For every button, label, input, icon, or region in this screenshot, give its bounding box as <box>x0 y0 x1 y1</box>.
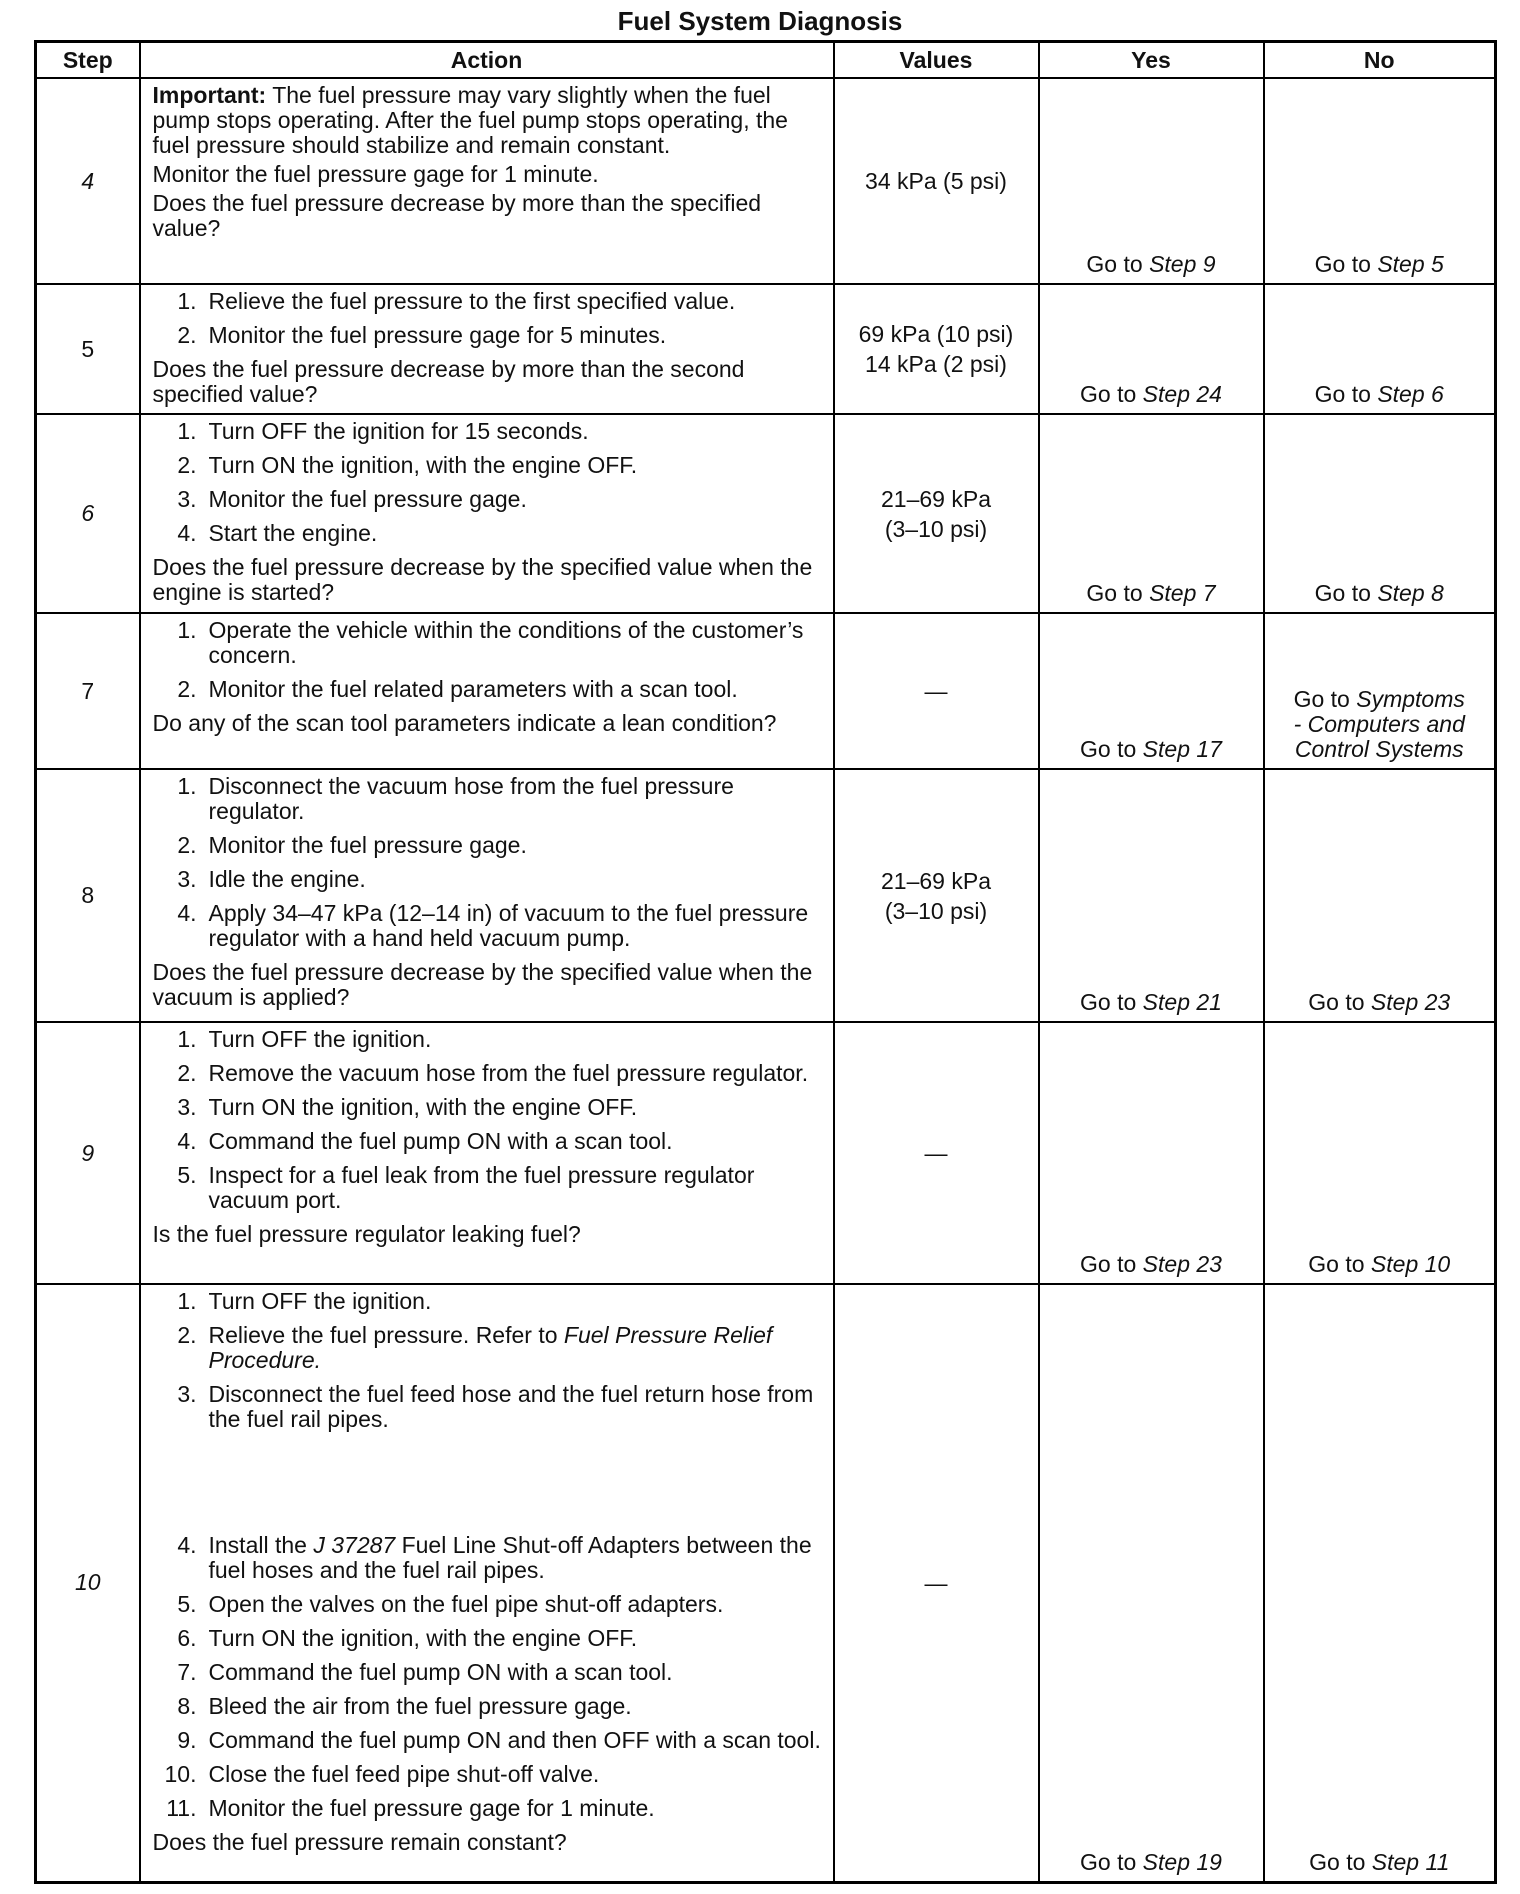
list-item: 2. Monitor the fuel related parameters with a scan tool. <box>177 676 738 702</box>
list-item: 2. Turn ON the ignition, with the engine OFF. <box>177 452 638 478</box>
list-item: 4. Install the J 37287 Fuel Line Shut-off Adapters between the fuel hoses and the fuel rail pipes. <box>177 1532 812 1583</box>
list-item: 9. Command the fuel pump ON and then OFF with a scan tool. <box>177 1727 821 1753</box>
table-row-step-6 <box>36 414 1496 613</box>
header-values: Values <box>834 42 1039 79</box>
yes-cell: Go to Step 23 <box>1039 1022 1264 1284</box>
header-row <box>36 42 1496 79</box>
question-text: Does the fuel pressure decrease by the specified value when the vacuum is applied? <box>152 959 813 1010</box>
values-cell: 69 kPa (10 psi) 14 kPa (2 psi) <box>834 284 1039 414</box>
step-number: 8 <box>36 769 140 1022</box>
header-no: No <box>1264 42 1496 79</box>
action-text: Monitor the fuel pressure gage for 1 minute. <box>152 161 599 187</box>
action-cell <box>140 769 834 1022</box>
header-action: Action <box>140 42 834 79</box>
no-cell: Go to Step 23 <box>1264 769 1496 1022</box>
list-item: 4. Apply 34–47 kPa (12–14 in) of vacuum to the fuel pressure regulator with a hand held vacuum pump. <box>177 900 809 951</box>
no-cell: Go to Step 5 <box>1264 78 1496 284</box>
table-row-step-4 <box>36 78 1496 284</box>
list-item: 11. Monitor the fuel pressure gage for 1 minute. <box>166 1795 655 1821</box>
table-row-step-10 <box>36 1284 1496 1882</box>
table-row-step-5 <box>36 284 1496 414</box>
table-row-step-7 <box>36 613 1496 769</box>
header-yes: Yes <box>1039 42 1264 79</box>
list-item: 7. Command the fuel pump ON with a scan tool. <box>177 1659 673 1685</box>
table-row-step-8 <box>36 769 1496 1022</box>
question-text: Does the fuel pressure decrease by more than the specified value? <box>152 190 762 241</box>
list-item: 4. Command the fuel pump ON with a scan tool. <box>177 1128 673 1154</box>
list-item: 4. Start the engine. <box>177 520 378 546</box>
step-number: 7 <box>36 613 140 769</box>
list-item: 1. Turn OFF the ignition. <box>177 1026 432 1052</box>
no-cell: Go to Step 8 <box>1264 414 1496 613</box>
list-item: 5. Inspect for a fuel leak from the fuel pressure regulator vacuum port. <box>177 1162 755 1213</box>
header-step: Step <box>36 42 140 79</box>
list-item: 1. Operate the vehicle within the conditions of the customer’s concern. <box>177 617 804 668</box>
action-cell <box>140 414 834 613</box>
action-cell <box>140 284 834 414</box>
values-cell: 21–69 kPa (3–10 psi) <box>834 414 1039 613</box>
list-item: 8. Bleed the air from the fuel pressure gage. <box>177 1693 632 1719</box>
yes-cell: Go to Step 17 <box>1039 613 1264 769</box>
step-number: 9 <box>36 1022 140 1284</box>
step-number: 10 <box>36 1284 140 1882</box>
question-text: Does the fuel pressure decrease by the specified value when the engine is started? <box>152 554 813 605</box>
list-item: 3. Turn ON the ignition, with the engine OFF. <box>177 1094 638 1120</box>
question-text: Is the fuel pressure regulator leaking fuel? <box>152 1221 581 1247</box>
no-cell: Go to Step 10 <box>1264 1022 1496 1284</box>
list-item: 3. Idle the engine. <box>177 866 366 892</box>
values-cell: 21–69 kPa (3–10 psi) <box>834 769 1039 1022</box>
action-cell <box>140 613 834 769</box>
diagnosis-table <box>34 40 1497 1884</box>
important-note: Important: The fuel pressure may vary slightly when the fuel pump stops operating. After the fuel pump stops operating, the fuel pressure should stabilize and remain constant. <box>152 82 788 158</box>
list-item: 2. Remove the vacuum hose from the fuel pressure regulator. <box>177 1060 809 1086</box>
list-item: 2. Relieve the fuel pressure. Refer to Fuel Pressure Relief Procedure. <box>177 1322 773 1373</box>
step-number: 5 <box>36 284 140 414</box>
values-cell: — <box>834 1022 1039 1284</box>
list-item: 10. Close the fuel feed pipe shut-off valve. <box>164 1761 600 1787</box>
list-item: 2. Monitor the fuel pressure gage. <box>177 832 527 858</box>
list-item: 2. Monitor the fuel pressure gage for 5 minutes. <box>177 322 667 348</box>
yes-cell: Go to Step 7 <box>1039 414 1264 613</box>
list-item: 1. Relieve the fuel pressure to the first specified value. <box>177 288 736 314</box>
no-cell: Go to Step 6 <box>1264 284 1496 414</box>
action-cell <box>140 78 834 284</box>
list-item: 1. Turn OFF the ignition for 15 seconds. <box>177 418 589 444</box>
action-cell <box>140 1284 834 1882</box>
no-cell: Go to Symptoms - Computers and Control Systems <box>1264 613 1496 769</box>
action-cell <box>140 1022 834 1284</box>
yes-cell: Go to Step 9 <box>1039 78 1264 284</box>
list-item: 1. Turn OFF the ignition. <box>177 1288 432 1314</box>
values-cell: — <box>834 1284 1039 1882</box>
list-item: 6. Turn ON the ignition, with the engine OFF. <box>177 1625 638 1651</box>
yes-cell: Go to Step 24 <box>1039 284 1264 414</box>
list-item: 5. Open the valves on the fuel pipe shut-off adapters. <box>177 1591 724 1617</box>
question-text: Does the fuel pressure decrease by more than the second specified value? <box>152 356 745 407</box>
list-item: 3. Monitor the fuel pressure gage. <box>177 486 527 512</box>
page-title: Fuel System Diagnosis <box>617 6 903 36</box>
values-cell: 34 kPa (5 psi) <box>834 78 1039 284</box>
yes-cell: Go to Step 21 <box>1039 769 1264 1022</box>
values-cell: — <box>834 613 1039 769</box>
question-text: Do any of the scan tool parameters indicate a lean condition? <box>152 710 777 736</box>
question-text: Does the fuel pressure remain constant? <box>152 1829 567 1855</box>
list-item: 3. Disconnect the fuel feed hose and the fuel return hose from the fuel rail pipes. <box>177 1381 814 1432</box>
no-cell: Go to Step 11 <box>1264 1284 1496 1882</box>
step-number: 6 <box>36 414 140 613</box>
yes-cell: Go to Step 19 <box>1039 1284 1264 1882</box>
step-number: 4 <box>36 78 140 284</box>
list-item: 1. Disconnect the vacuum hose from the fuel pressure regulator. <box>177 773 734 824</box>
table-row-step-9 <box>36 1022 1496 1284</box>
